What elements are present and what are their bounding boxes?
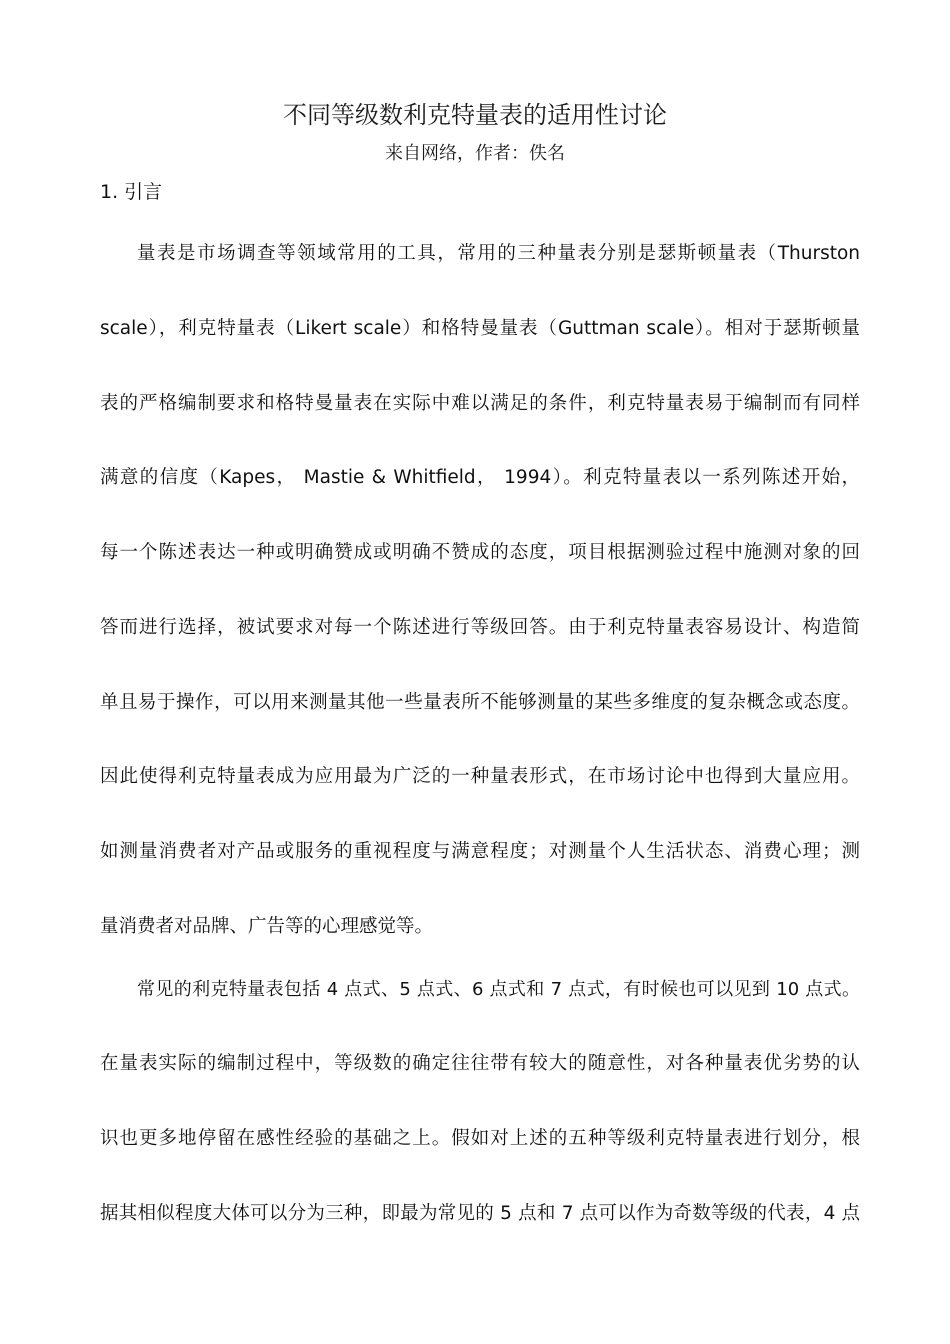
paragraph-line: 量消费者对品牌、广告等的心理感觉等。 bbox=[100, 916, 434, 937]
document-subtitle: 来自网络，作者：佚名 bbox=[385, 143, 565, 164]
paragraph-line: 量表是市场调查等领域常用的工具，常用的三种量表分别是瑟斯顿量表（Thurston bbox=[137, 243, 860, 264]
paragraph-line: 每一个陈述表达一种或明确赞成或明确不赞成的态度，项目根据测验过程中施测对象的回 bbox=[100, 542, 860, 563]
paragraph-line: 答而进行选择，被试要求对每一个陈述进行等级回答。由于利克特量表容易设计、构造简 bbox=[100, 617, 860, 638]
paragraph-line: 在量表实际的编制过程中，等级数的确定往往带有较大的随意性，对各种量表优劣势的认 bbox=[100, 1053, 860, 1074]
paragraph-line: 据其相似程度大体可以分为三种，即最为常见的 5 点和 7 点可以作为奇数等级的代表，4 点 bbox=[100, 1203, 860, 1224]
paragraph-line: 单且易于操作，可以用来测量其他一些量表所不能够测量的某些多维度的复杂概念或态度。 bbox=[100, 692, 860, 713]
section-heading: 1. 引言 bbox=[100, 181, 163, 203]
document-title: 不同等级数利克特量表的适用性讨论 bbox=[283, 101, 667, 129]
paragraph-line: 常见的利克特量表包括 4 点式、5 点式、6 点式和 7 点式，有时候也可以见到 10 点式。 bbox=[137, 979, 860, 1000]
paragraph-line: 如测量消费者对产品或服务的重视程度与满意程度；对测量个人生活状态、消费心理；测 bbox=[100, 841, 860, 862]
paragraph-line: 表的严格编制要求和格特曼量表在实际中难以满足的条件，利克特量表易于编制而有同样 bbox=[100, 393, 860, 414]
paragraph-line: 因此使得利克特量表成为应用最为广泛的一种量表形式，在市场讨论中也得到大量应用。 bbox=[100, 766, 860, 787]
paragraph-line: 满意的信度（Kapes， Mastie & Whitfield， 1994）。利克特量表以一系列陈述开始， bbox=[100, 467, 860, 488]
paragraph-line: 识也更多地停留在感性经验的基础之上。假如对上述的五种等级利克特量表进行划分，根 bbox=[100, 1128, 860, 1149]
paragraph-line: scale），利克特量表（Likert scale）和格特曼量表（Guttman scale）。相对于瑟斯顿量 bbox=[100, 318, 860, 339]
